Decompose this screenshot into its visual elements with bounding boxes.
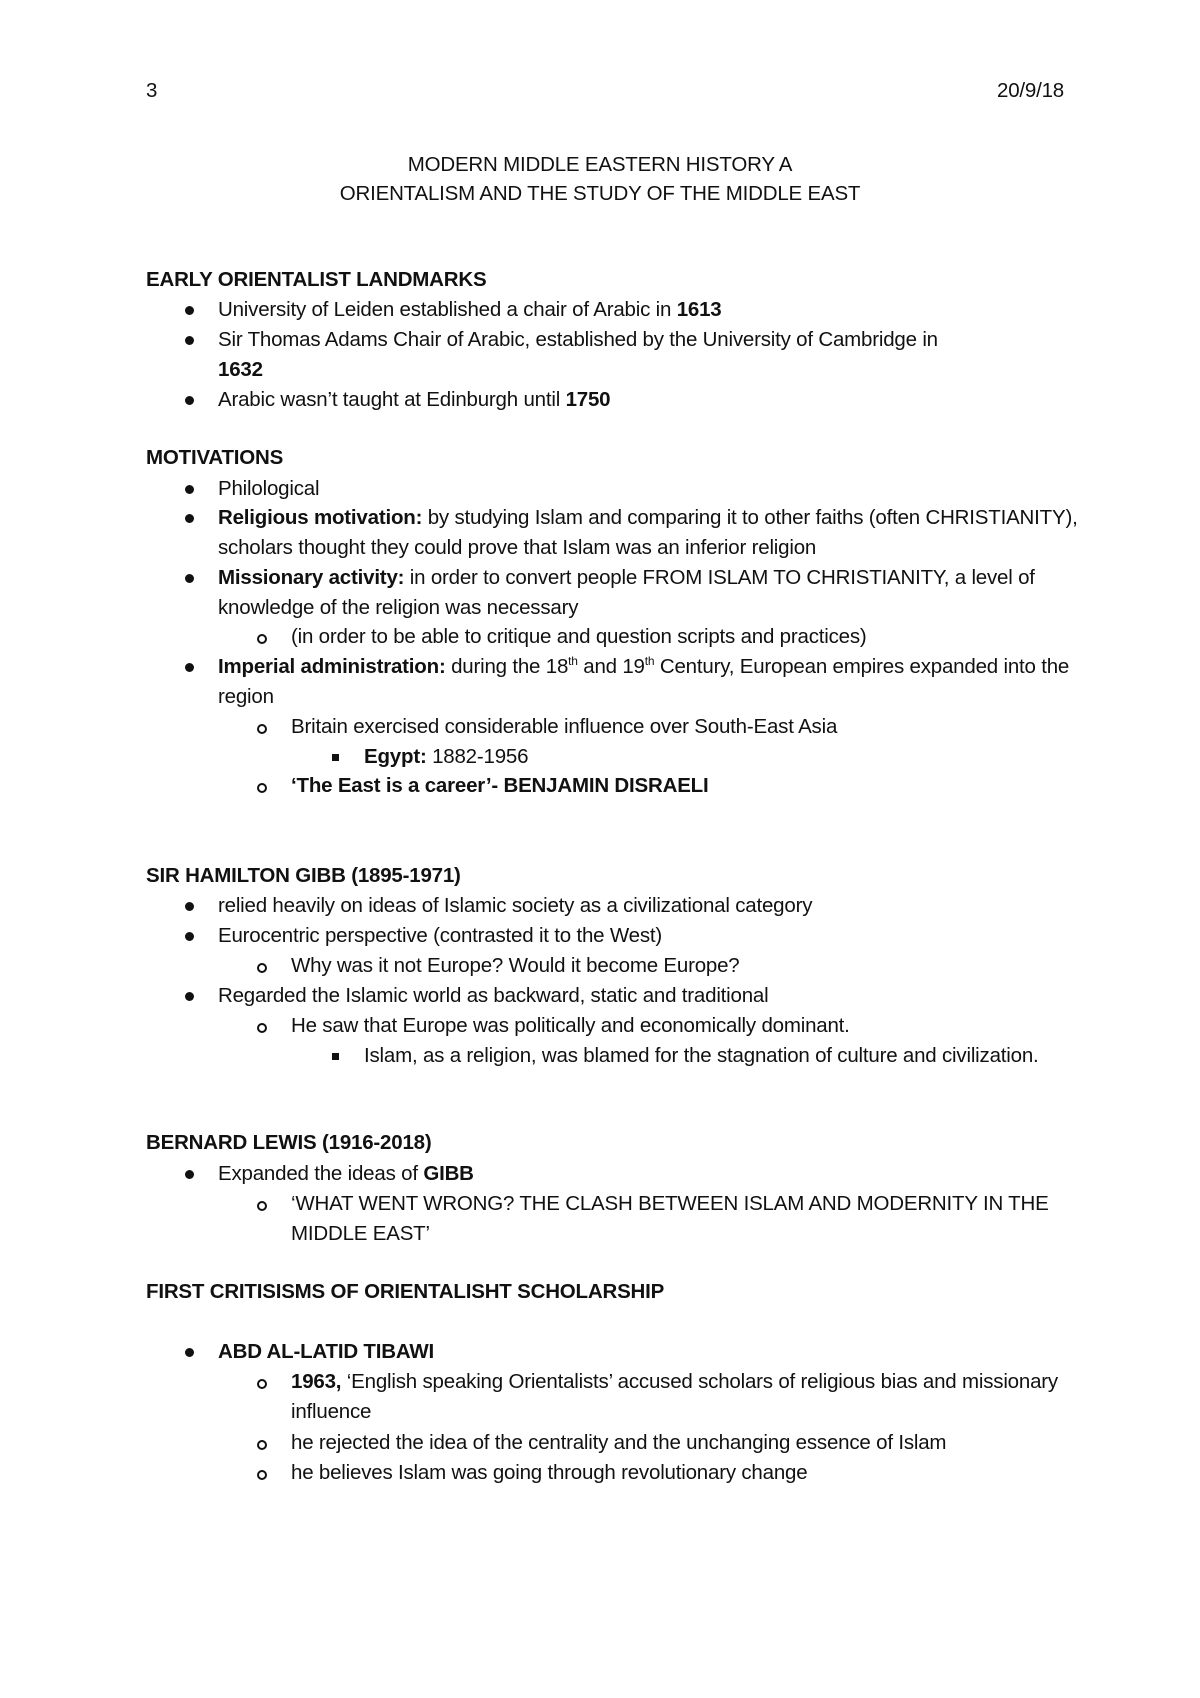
bullet-dot-icon [185,396,194,405]
bullet-dot-icon [185,1348,194,1357]
document-date: 20/9/18 [997,79,1064,102]
list-subitem: ‘WHAT WENT WRONG? THE CLASH BETWEEN ISLAM AND MODERNITY IN THE MIDDLE EAST’ [291,1189,1081,1249]
list-item: Religious motivation: by studying Islam and comparing it to other faiths (often CHRISTIANITY), scholars thought they could prove that Islam was an inferior religion [218,503,1078,563]
section-heading-landmarks: EARLY ORIENTALIST LANDMARKS [146,268,487,291]
list-item: University of Leiden established a chair of Arabic in 1613 [218,295,1078,325]
bullet-dot-icon [185,574,194,583]
page-number: 3 [146,79,158,102]
bullet-dot-icon [185,932,194,941]
bullet-circle-icon [257,1023,267,1033]
list-item: Sir Thomas Adams Chair of Arabic, established by the University of Cambridge in 1632 [218,325,1078,385]
list-item: relied heavily on ideas of Islamic society as a civilizational category [218,891,1078,921]
list-item: Missionary activity: in order to convert people FROM ISLAM TO CHRISTIANITY, a level of knowledge of the religion was necessary [218,563,1078,623]
list-subitem: 1963, ‘English speaking Orientalists’ accused scholars of religious bias and missionary influence [291,1367,1081,1427]
list-item: Eurocentric perspective (contrasted it to the West) [218,921,1078,951]
list-item: Arabic wasn’t taught at Edinburgh until 1750 [218,385,1078,415]
bullet-dot-icon [185,514,194,523]
list-subitem: Britain exercised considerable influence over South-East Asia [291,712,1081,742]
list-subitem: (in order to be able to critique and question scripts and practices) [291,622,1081,652]
bullet-circle-icon [257,1470,267,1480]
section-heading-critiques: FIRST CRITISISMS OF ORIENTALISHT SCHOLARSHIP [146,1280,665,1303]
title-line-2: ORIENTALISM AND THE STUDY OF THE MIDDLE EAST [339,182,861,205]
list-subsubitem: Egypt: 1882-1956 [364,742,1054,772]
list-subitem: He saw that Europe was politically and economically dominant. [291,1011,1081,1041]
bullet-square-icon [332,1053,339,1060]
bullet-circle-icon [257,724,267,734]
list-subitem: he rejected the idea of the centrality and the unchanging essence of Islam [291,1428,1081,1458]
list-item: Imperial administration: during the 18th and 19th Century, European empires expanded into the region [218,652,1078,712]
bullet-dot-icon [185,992,194,1001]
bullet-dot-icon [185,485,194,494]
bullet-dot-icon [185,306,194,315]
list-subitem: Why was it not Europe? Would it become Europe? [291,951,1081,981]
bullet-circle-icon [257,963,267,973]
bullet-circle-icon [257,634,267,644]
section-heading-gibb: SIR HAMILTON GIBB (1895-1971) [146,864,461,887]
list-item: ABD AL-LATID TIBAWI [218,1337,1078,1367]
list-item: Philological [218,474,1078,504]
section-heading-motivations: MOTIVATIONS [146,446,284,469]
list-subitem: he believes Islam was going through revolutionary change [291,1458,1081,1488]
list-item: Expanded the ideas of GIBB [218,1159,1078,1189]
bullet-dot-icon [185,663,194,672]
bullet-circle-icon [257,1379,267,1389]
list-subitem: ‘The East is a career’- BENJAMIN DISRAELI [291,771,1081,801]
bullet-circle-icon [257,1440,267,1450]
bullet-square-icon [332,754,339,761]
list-subsubitem: Islam, as a religion, was blamed for the stagnation of culture and civilization. [364,1041,1054,1071]
document-title [0,150,1200,208]
bullet-circle-icon [257,783,267,793]
bullet-dot-icon [185,1170,194,1179]
bullet-dot-icon [185,336,194,345]
bullet-circle-icon [257,1201,267,1211]
section-heading-lewis: BERNARD LEWIS (1916-2018) [146,1131,432,1154]
bullet-dot-icon [185,902,194,911]
title-line-1: MODERN MIDDLE EASTERN HISTORY A [407,153,793,176]
list-item: Regarded the Islamic world as backward, static and traditional [218,981,1078,1011]
